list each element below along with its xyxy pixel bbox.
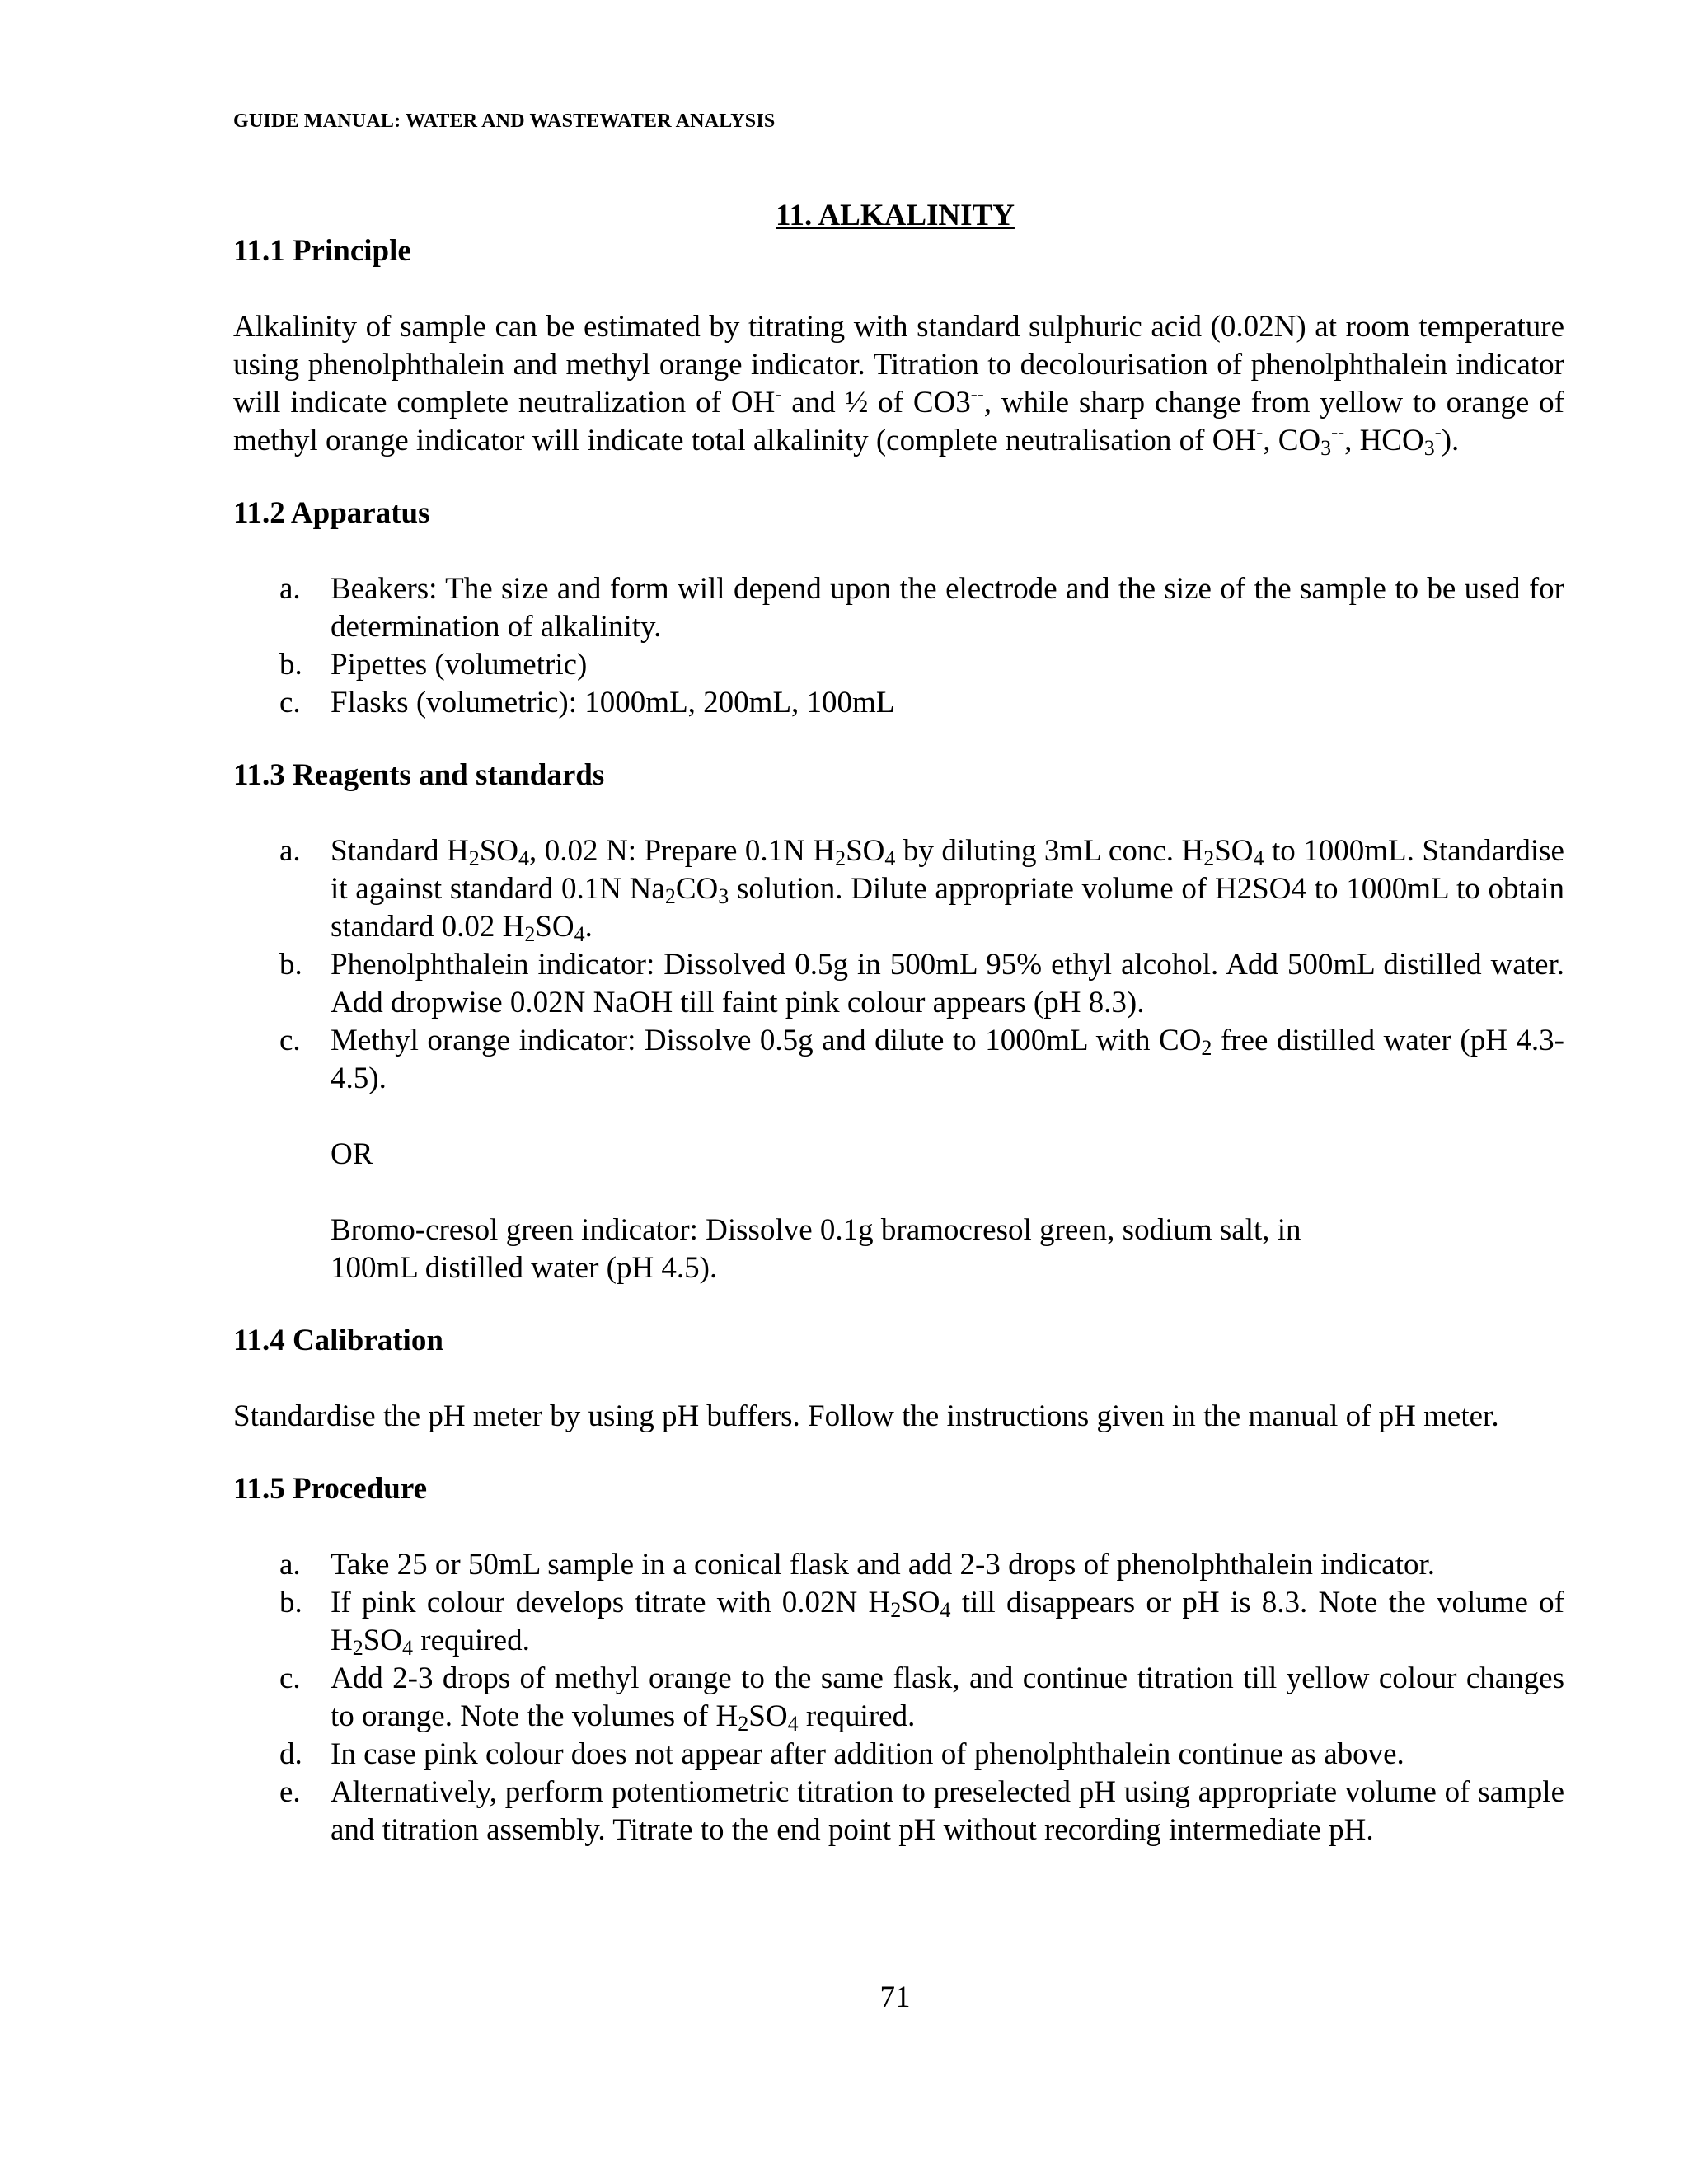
- list-item: a. Standard $H_2SO_4$, 0.02 N: Prepare 0.1N $H_2SO_4$ by diluting 3mL conc. $H_2SO_4$ to 1000mL. Standardise it against standard 0.1N $Na_2CO_3$ solution. Dilute appropriate volume of H2SO4 to 1000mL to obtain standard 0.02 $H_2SO_4$.: [279, 834, 1564, 946]
- section-heading-principle: 11.1 Principle: [233, 234, 411, 268]
- list-item: b. Pipettes (volumetric): [279, 648, 588, 682]
- page-number: 71: [879, 1980, 911, 2014]
- bromo-cresol-line-1: Bromo-cresol green indicator: Dissolve 0.1g bramocresol green, sodium salt, in: [331, 1213, 1301, 1247]
- list-item: c. Methyl orange indicator: Dissolve 0.5g and dilute to 1000mL with $CO_2$ free distilled water (pH 4.3-4.5).: [279, 1024, 1564, 1095]
- section-heading-procedure: 11.5 Procedure: [233, 1472, 427, 1506]
- bromo-cresol-line-2: 100mL distilled water (pH 4.5).: [331, 1251, 718, 1285]
- list-item: c. Flasks (volumetric): 1000mL, 200mL, 100mL: [279, 686, 895, 719]
- running-header: GUIDE MANUAL: WATER AND WASTEWATER ANALYSIS: [233, 110, 776, 132]
- reagents-list: [233, 832, 1564, 1098]
- procedure-list: [233, 1546, 1564, 1849]
- section-heading-reagents: 11.3 Reagents and standards: [233, 758, 605, 792]
- list-item: d. In case pink colour does not appear after addition of phenolphthalein continue as above.: [279, 1737, 1404, 1771]
- list-item: b. Phenolphthalein indicator: Dissolved 0.5g in 500mL 95% ethyl alcohol. Add 500mL distilled water. Add dropwise 0.02N NaOH till faint pink colour appears (pH 8.3).: [279, 948, 1564, 1019]
- or-separator: OR: [331, 1137, 373, 1171]
- page-content: [233, 232, 1564, 1849]
- list-item: b. If pink colour develops titrate with 0.02N $H_2SO_4$ till disappears or pH is 8.3. Note the volume of $H_2SO_4$ required.: [279, 1586, 1565, 1660]
- apparatus-list: [233, 570, 1564, 722]
- section-heading-calibration: 11.4 Calibration: [233, 1324, 443, 1357]
- list-item: a. Beakers: The size and form will depend upon the electrode and the size of the sample to be used for determination of alkalinity.: [279, 572, 1564, 644]
- section-heading-apparatus: 11.2 Apparatus: [233, 496, 430, 530]
- calibration-paragraph: Standardise the pH meter by using pH buffers. Follow the instructions given in the manual of pH meter.: [233, 1399, 1499, 1433]
- list-item: e. Alternatively, perform potentiometric titration to preselected pH using appropriate volume of sample and titration assembly. Titrate to the end point pH without recording intermediate pH.: [279, 1775, 1564, 1847]
- chapter-title: 11. ALKALINITY: [776, 199, 1015, 232]
- list-item: a. Take 25 or 50mL sample in a conical flask and add 2-3 drops of phenolphthalein indicator.: [279, 1548, 1436, 1582]
- list-item: c. Add 2-3 drops of methyl orange to the same flask, and continue titration till yellow colour changes to orange. Note the volumes of $H_2SO_4$ required.: [279, 1661, 1564, 1736]
- principle-paragraph: Alkalinity of sample can be estimated by titrating with standard sulphuric acid (0.02N) at room temperature using phenolphthalein and methyl orange indicator. Titration to decolourisation of phenolphthalein indicator will indicate complete neutralization of OH- and ½ of CO3--, while sharp change from yellow to orange of methyl orange indicator will indicate total alkalinity (complete neutralisation of OH-, $CO_3^{--}$, $HCO_3^-$).: [233, 310, 1564, 460]
